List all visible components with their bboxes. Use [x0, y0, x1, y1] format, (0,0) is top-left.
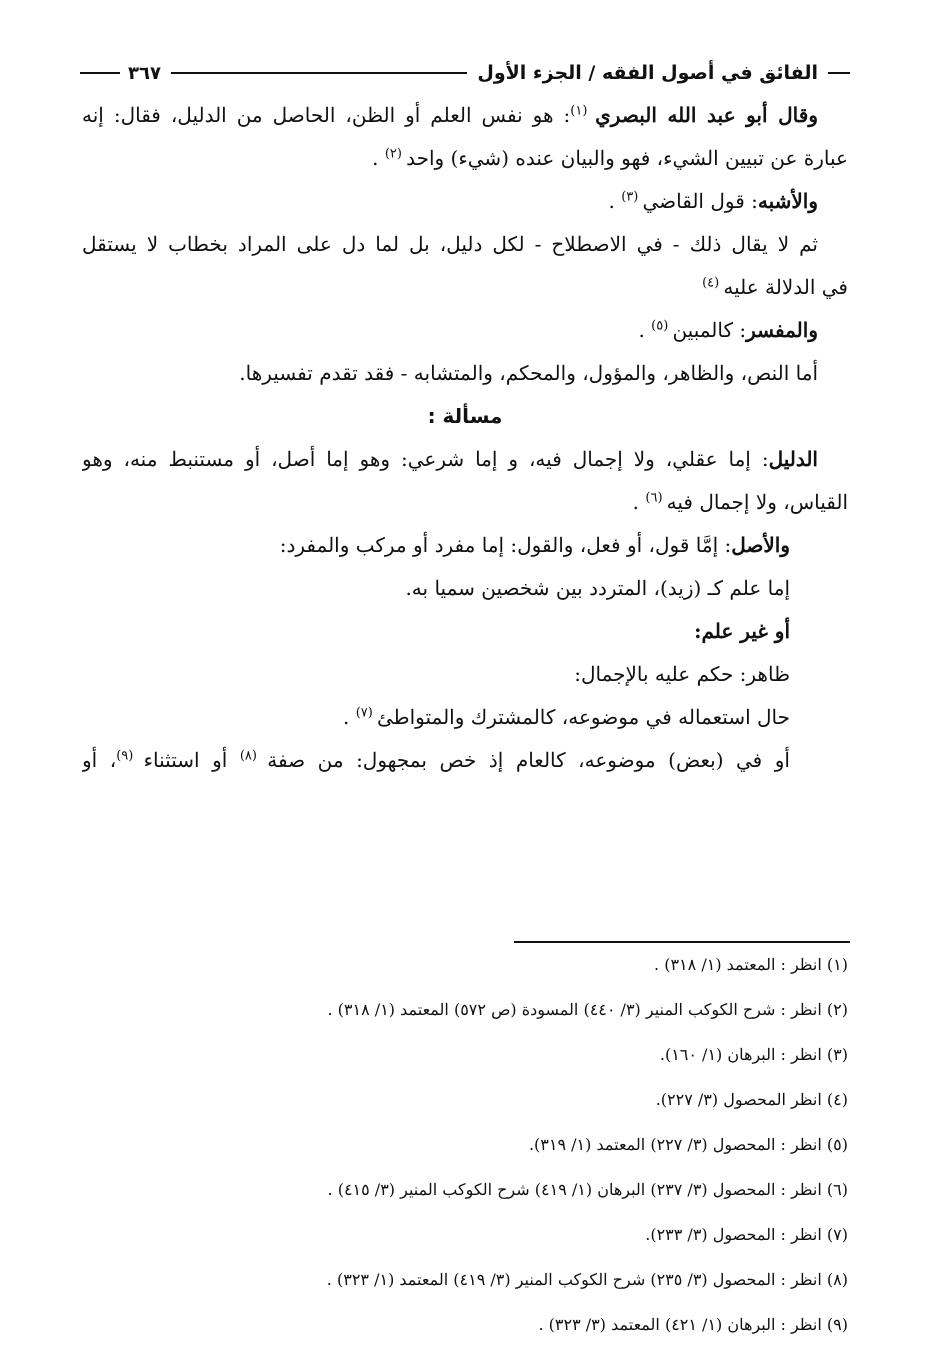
text-line: [82, 696, 848, 739]
footnote: (٥) انظر : المحصول (٣/ ٢٢٧) المعتمد (١/ ٣١٩).: [528, 1135, 848, 1154]
text-segment: في الدلالة عليه: [723, 275, 848, 299]
text-segment: عبارة عن تبيين الشيء، فهو والبيان عنده (شيء) واحد: [406, 146, 848, 170]
text-line: [82, 309, 848, 352]
footnote-marker: (١): [570, 103, 596, 119]
footnote: (٤) انظر المحصول (٣/ ٢٢٧).: [655, 1090, 848, 1109]
text-segment: أو في (بعض) موضوعه، كالعام إذ خص بمجهول: من صفة: [267, 748, 790, 772]
footnote: (٣) انظر : البرهان (١/ ١٦٠).: [659, 1045, 848, 1064]
footnote-marker: (٢): [384, 146, 407, 162]
bold-term: والمفسر: [746, 318, 818, 342]
bold-term: والأصل: [731, 533, 790, 557]
bold-term: مسألة :: [427, 404, 503, 428]
footnote: (٢) انظر : شرح الكوكب المنير (٣/ ٤٤٠) المسودة (ص ٥٧٢) المعتمد (١/ ٣١٨) .: [327, 1000, 848, 1019]
text-segment: حال استعماله في موضوعه، كالمشترك والمتواطئ: [377, 705, 790, 729]
bold-term: الدليل: [768, 447, 818, 471]
text-segment: .: [608, 189, 622, 213]
text-segment: ، أو: [82, 748, 117, 772]
text-segment: .: [632, 490, 646, 514]
footnote-marker: (٦): [645, 490, 667, 506]
text-segment: .: [343, 705, 356, 729]
bold-term: وقال أبو عبد الله البصري: [595, 103, 818, 127]
header-trailing-dash: [80, 72, 120, 74]
header-leading-dash: [828, 72, 850, 74]
running-header: [80, 56, 850, 90]
text-segment: أو استثناء: [143, 748, 240, 772]
footnote-marker: (٨): [239, 748, 268, 764]
text-segment: ثم لا يقال ذلك - في الاصطلاح - لكل دليل، بل لما دل على المراد بخطاب لا يستقل: [82, 232, 819, 256]
text-line: [82, 352, 848, 395]
text-segment: : قول القاضي: [642, 189, 758, 213]
header-rule: [171, 72, 467, 74]
text-line: [82, 567, 848, 610]
text-segment: : هو نفس العلم أو الظن، الحاصل من الدليل، فقال: إنه: [82, 103, 571, 127]
header-title: الفائق في أصول الفقه / الجزء الأول: [477, 62, 818, 84]
main-text: [82, 94, 848, 782]
text-line: [82, 223, 848, 266]
text-line: [82, 395, 848, 438]
footnote: (٦) انظر : المحصول (٣/ ٢٣٧) البرهان (١/ ٤١٩) شرح الكوكب المنير (٣/ ٤١٥) .: [327, 1180, 848, 1199]
footnote: (٩) انظر : البرهان (١/ ٤٢١) المعتمد (٣/ ٣٢٣) .: [538, 1315, 848, 1334]
text-segment: .: [638, 318, 652, 342]
text-line: [82, 739, 848, 782]
text-line: [82, 137, 848, 180]
text-line: [82, 524, 848, 567]
bold-term: والأشبه: [757, 189, 818, 213]
text-line: [82, 266, 848, 309]
footnote: (١) انظر : المعتمد (١/ ٣١٨) .: [654, 955, 848, 974]
text-segment: أما النص، والظاهر، والمؤول، والمحكم، والمتشابه - فقد تقدم تفسيرها.: [239, 361, 818, 385]
footnote-marker: (٤): [702, 275, 724, 291]
text-line: [82, 610, 848, 653]
text-segment: إما علم كـ (زيد)، المتردد بين شخصين سميا به.: [405, 576, 790, 600]
footnote-separator: [514, 941, 850, 943]
page-number: ٣٦٧: [128, 62, 161, 84]
text-line: [82, 180, 848, 223]
footnote-marker: (٧): [355, 705, 377, 721]
text-segment: : إمَّا قول، أو فعل، والقول: إما مفرد أو مركب والمفرد:: [279, 533, 732, 557]
footnote-marker: (٩): [116, 748, 144, 764]
text-line: [82, 94, 848, 137]
footnote: (٧) انظر : المحصول (٣/ ٢٣٣).: [645, 1225, 848, 1244]
footnotes: [82, 948, 848, 1353]
text-segment: القياس، ولا إجمال فيه: [666, 490, 848, 514]
footnote: (٨) انظر : المحصول (٣/ ٢٣٥) شرح الكوكب المنير (٣/ ٤١٩) المعتمد (١/ ٣٢٣) .: [326, 1270, 848, 1289]
text-line: [82, 481, 848, 524]
text-line: [82, 653, 848, 696]
text-segment: .: [372, 146, 385, 170]
text-segment: ظاهر: حكم عليه بالإجمال:: [574, 662, 790, 686]
text-segment: : كالمبين: [672, 318, 747, 342]
text-line: [82, 438, 848, 481]
footnote-marker: (٥): [651, 318, 673, 334]
footnote-marker: (٣): [621, 189, 643, 205]
bold-term: أو غير علم:: [694, 619, 790, 643]
text-segment: : إما عقلي، ولا إجمال فيه، و إما شرعي: وهو إما أصل، أو مستنبط منه، وهو: [82, 447, 769, 471]
